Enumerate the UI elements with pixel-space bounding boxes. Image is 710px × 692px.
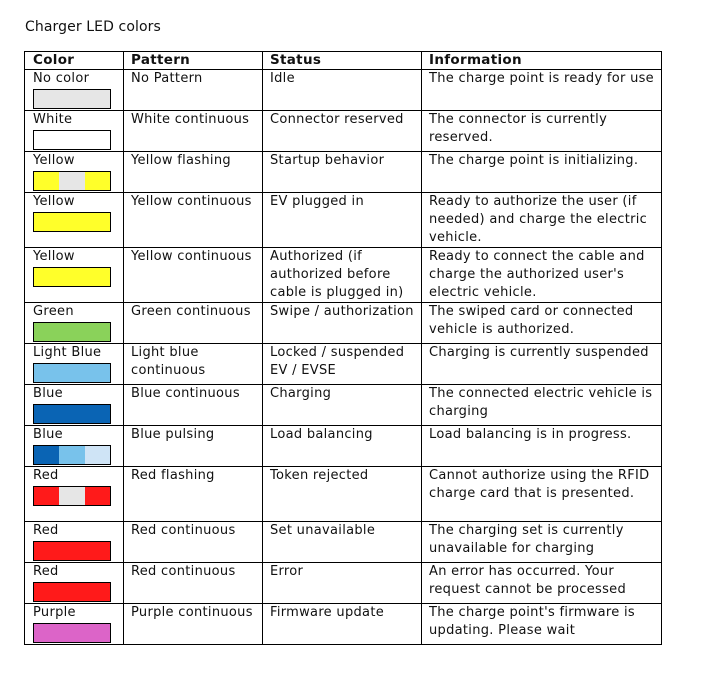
cell-status: Charging (263, 385, 422, 426)
swatch-segment (34, 213, 110, 231)
led-color-swatch (33, 267, 111, 287)
cell-color (25, 303, 124, 344)
swatch-segment (34, 364, 110, 382)
cell-information: The swiped card or connected vehicle is authorized. (422, 303, 662, 344)
cell-color (25, 385, 124, 426)
table-header-row (25, 52, 662, 70)
cell-pattern: Red flashing (124, 467, 263, 522)
swatch-segment (34, 131, 110, 149)
header-status: Status (263, 52, 422, 70)
table-row (25, 111, 662, 152)
swatch-segment (59, 172, 84, 190)
cell-pattern: Red continuous (124, 563, 263, 604)
table-row (25, 152, 662, 193)
cell-pattern: Yellow continuous (124, 193, 263, 248)
led-color-swatch (33, 130, 111, 150)
led-color-swatch (33, 623, 111, 643)
color-name: Red (33, 523, 59, 538)
cell-status: Set unavailable (263, 522, 422, 563)
table-row (25, 248, 662, 303)
cell-pattern: Purple continuous (124, 604, 263, 645)
cell-information: The connected electric vehicle is charging (422, 385, 662, 426)
swatch-segment (34, 90, 110, 108)
cell-status: Load balancing (263, 426, 422, 467)
cell-pattern: Light blue continuous (124, 344, 263, 385)
table-row (25, 426, 662, 467)
color-name: Red (33, 468, 59, 483)
cell-information: Load balancing is in progress. (422, 426, 662, 467)
color-name: Red (33, 564, 59, 579)
swatch-segment (85, 446, 110, 464)
swatch-segment (34, 323, 110, 341)
cell-pattern: Red continuous (124, 522, 263, 563)
cell-color (25, 193, 124, 248)
swatch-segment (59, 487, 84, 505)
cell-color (25, 248, 124, 303)
cell-information: The charging set is currently unavailable for charging (422, 522, 662, 563)
cell-color (25, 604, 124, 645)
swatch-segment (34, 405, 110, 423)
cell-pattern: No Pattern (124, 70, 263, 111)
led-color-swatch (33, 582, 111, 602)
cell-information: Cannot authorize using the RFID charge card that is presented. (422, 467, 662, 522)
led-color-swatch (33, 322, 111, 342)
table-row (25, 344, 662, 385)
cell-status: Locked / suspended EV / EVSE (263, 344, 422, 385)
header-pattern: Pattern (124, 52, 263, 70)
color-name: Blue (33, 386, 63, 401)
led-color-swatch (33, 445, 111, 465)
header-color: Color (25, 52, 124, 70)
cell-status: Firmware update (263, 604, 422, 645)
table-row (25, 467, 662, 522)
led-color-swatch (33, 363, 111, 383)
swatch-segment (34, 583, 110, 601)
color-name: Light Blue (33, 345, 102, 360)
cell-color (25, 152, 124, 193)
cell-status: Startup behavior (263, 152, 422, 193)
cell-color (25, 563, 124, 604)
cell-status: Swipe / authorization (263, 303, 422, 344)
table-row (25, 193, 662, 248)
swatch-segment (34, 446, 59, 464)
table-row (25, 385, 662, 426)
cell-pattern: Blue pulsing (124, 426, 263, 467)
cell-pattern: Blue continuous (124, 385, 263, 426)
table-row (25, 70, 662, 111)
table-row (25, 563, 662, 604)
led-color-swatch (33, 89, 111, 109)
cell-status: Connector reserved (263, 111, 422, 152)
cell-color (25, 467, 124, 522)
color-name: White (33, 112, 73, 127)
color-name: No color (33, 71, 90, 86)
led-color-swatch (33, 212, 111, 232)
swatch-segment (85, 487, 110, 505)
cell-status: Idle (263, 70, 422, 111)
color-name: Blue (33, 427, 63, 442)
table-row (25, 604, 662, 645)
led-color-swatch (33, 171, 111, 191)
cell-color (25, 522, 124, 563)
cell-color (25, 70, 124, 111)
color-name: Purple (33, 605, 76, 620)
swatch-segment (34, 542, 110, 560)
cell-status: EV plugged in (263, 193, 422, 248)
swatch-segment (34, 624, 110, 642)
swatch-segment (34, 172, 59, 190)
cell-color (25, 344, 124, 385)
led-color-swatch (33, 404, 111, 424)
cell-color (25, 111, 124, 152)
cell-information: Ready to authorize the user (if needed) and charge the electric vehicle. (422, 193, 662, 248)
cell-information: The charge point is initializing. (422, 152, 662, 193)
cell-status: Token rejected (263, 467, 422, 522)
cell-pattern: Green continuous (124, 303, 263, 344)
led-colors-table (24, 51, 662, 645)
cell-information: The connector is currently reserved. (422, 111, 662, 152)
swatch-segment (85, 172, 110, 190)
header-information: Information (422, 52, 662, 70)
cell-information: Ready to connect the cable and charge the authorized user's electric vehicle. (422, 248, 662, 303)
color-name: Yellow (33, 194, 75, 209)
swatch-segment (59, 446, 84, 464)
cell-information: An error has occurred. Your request cannot be processed (422, 563, 662, 604)
cell-status: Error (263, 563, 422, 604)
swatch-segment (34, 268, 110, 286)
led-color-swatch (33, 541, 111, 561)
cell-pattern: White continuous (124, 111, 263, 152)
table-row (25, 303, 662, 344)
cell-pattern: Yellow continuous (124, 248, 263, 303)
cell-status: Authorized (if authorized before cable is plugged in) (263, 248, 422, 303)
swatch-segment (34, 487, 59, 505)
cell-information: Charging is currently suspended (422, 344, 662, 385)
cell-information: The charge point's firmware is updating. Please wait (422, 604, 662, 645)
cell-information: The charge point is ready for use (422, 70, 662, 111)
cell-color (25, 426, 124, 467)
table-row (25, 522, 662, 563)
page-title: Charger LED colors (25, 19, 161, 35)
table-body (25, 70, 662, 645)
color-name: Yellow (33, 153, 75, 168)
led-color-swatch (33, 486, 111, 506)
color-name: Yellow (33, 249, 75, 264)
cell-pattern: Yellow flashing (124, 152, 263, 193)
color-name: Green (33, 304, 74, 319)
